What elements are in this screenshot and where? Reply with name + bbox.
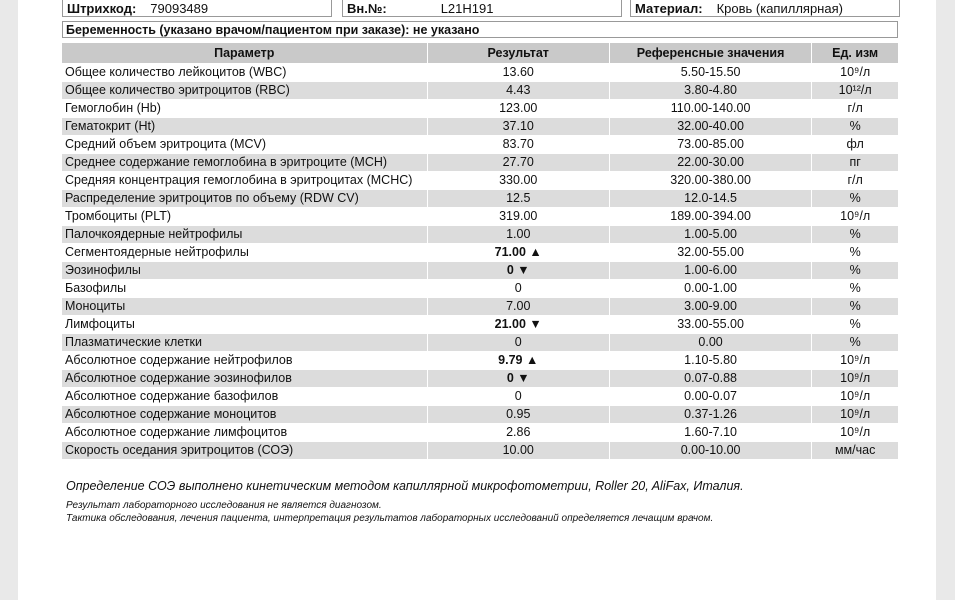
parameter-cell: Моноциты [62,298,427,315]
reference-cell: 0.07-0.88 [610,370,811,387]
table-row [62,352,898,369]
reference-cell: 73.00-85.00 [677,137,744,151]
parameter-cell: Скорость оседания эритроцитов (СОЭ) [62,442,427,459]
table-row [62,136,898,153]
result-cell: 21.00 ▼ [494,317,542,331]
reference-cell: 5.50-15.50 [680,65,741,79]
unit-cell: % [849,245,861,259]
parameter-cell: Абсолютное содержание лимфоцитов [65,425,288,439]
table-row [62,208,898,225]
parameter-cell: Общее количество эритроцитов (RBC) [62,82,427,99]
pregnancy-status: Беременность (указано врачом/пациентом при заказе): не указано [62,21,898,38]
unit-cell: 10⁹/л [840,65,871,79]
parameter-cell: Распределение эритроцитов по объему (RDW CV) [62,190,427,207]
result-cell: 0 ▼ [428,370,609,387]
reference-cell: 0.00-1.00 [684,281,737,295]
reference-cell: 22.00-30.00 [610,154,811,171]
unit-cell: 10⁹/л [840,209,871,223]
result-cell: 319.00 [499,209,538,223]
result-cell: 0 [428,334,609,351]
parameter-cell: Палочкоядерные нейтрофилы [62,226,427,243]
unit-cell: 10⁹/л [840,389,871,403]
table-row [62,280,898,297]
barcode-label: Штрихкод: [67,1,137,16]
parameter-cell: Абсолютное содержание базофилов [65,389,279,403]
parameter-cell: Сегментоядерные нейтрофилы [65,245,249,259]
material-cell [630,0,900,17]
unit-cell: г/л [847,101,863,115]
reference-cell: 3.80-4.80 [610,82,811,99]
result-cell: 0 [514,389,522,403]
table-row [62,190,898,207]
parameter-cell: Эозинофилы [62,262,427,279]
inner-number-cell [342,0,622,17]
inner-number-value: L21H191 [440,1,494,16]
table-row [62,82,898,99]
parameter-cell: Базофилы [65,281,127,295]
reference-cell: 0.00 [610,334,811,351]
result-cell: 10.00 [428,442,609,459]
result-cell: 71.00 ▲ [494,245,542,259]
table-row [62,334,898,351]
parameter-cell: Гематокрит (Ht) [62,118,427,135]
table-header-row [62,43,898,63]
disclaimer-tactics: Тактика обследования, лечения пациента, интерпретация результатов лабораторных исследований определяется лечащим врачом. [66,513,714,524]
table-row [62,64,898,81]
unit-cell: % [812,334,898,351]
table-row [62,424,898,441]
reference-cell: 0.00-0.07 [684,389,737,403]
reference-cell: 1.10-5.80 [684,353,737,367]
unit-cell: % [812,118,898,135]
unit-cell: % [812,262,898,279]
parameter-cell: Лимфоциты [65,317,135,331]
reference-cell: 0.37-1.26 [610,406,811,423]
table-row [62,442,898,459]
unit-cell: 10⁹/л [812,406,898,423]
table-row [62,100,898,117]
disclaimer-diagnosis: Результат лабораторного исследования не является диагнозом. [66,500,382,511]
parameter-cell: Общее количество лейкоцитов (WBC) [65,65,287,79]
inner-number-label: Вн.№: [347,1,387,16]
reference-cell: 32.00-55.00 [677,245,744,259]
result-cell: 12.5 [428,190,609,207]
reference-cell: 1.60-7.10 [684,425,737,439]
table-row [62,226,898,243]
barcode-cell [62,0,332,17]
reference-cell: 320.00-380.00 [670,173,751,187]
parameter-cell: Гемоглобин (Hb) [65,101,161,115]
material-value: Кровь (капиллярная) [716,1,843,16]
parameter-cell: Тромбоциты (PLT) [65,209,172,223]
result-cell: 83.70 [502,137,534,151]
unit-cell: г/л [847,173,863,187]
result-cell: 0 [514,281,522,295]
unit-cell: % [812,190,898,207]
reference-cell: 0.00-10.00 [610,442,811,459]
result-cell: 2.86 [506,425,531,439]
result-cell: 27.70 [428,154,609,171]
unit-cell: 10⁹/л [840,425,871,439]
result-cell: 0 ▼ [428,262,609,279]
reference-cell: 189.00-394.00 [670,209,751,223]
table-row [62,316,898,333]
result-cell: 123.00 [499,101,538,115]
results-table [61,42,899,460]
barcode-value: 79093489 [150,1,209,16]
reference-cell: 33.00-55.00 [677,317,744,331]
parameter-cell: Плазматические клетки [62,334,427,351]
reference-cell: 32.00-40.00 [610,118,811,135]
result-cell: 330.00 [499,173,538,187]
unit-cell: % [812,298,898,315]
unit-cell: фл [846,137,864,151]
unit-cell: 10⁹/л [840,353,871,367]
result-cell: 37.10 [428,118,609,135]
table-row [62,262,898,279]
result-cell: 0.95 [428,406,609,423]
table-row [62,118,898,135]
reference-cell: 1.00-6.00 [610,262,811,279]
unit-cell: мм/час [812,442,898,459]
unit-cell: пг [812,154,898,171]
column-header-unit: Ед. изм [812,43,898,63]
table-row [62,370,898,387]
unit-cell: 10⁹/л [812,370,898,387]
report-header [42,0,898,18]
unit-cell: 10¹²/л [812,82,898,99]
result-cell: 13.60 [502,65,534,79]
unit-cell: % [849,317,861,331]
reference-cell: 12.0-14.5 [610,190,811,207]
unit-cell: % [812,226,898,243]
parameter-cell: Абсолютное содержание моноцитов [62,406,427,423]
result-cell: 9.79 ▲ [498,353,539,367]
result-cell: 7.00 [428,298,609,315]
parameter-cell: Среднее содержание гемоглобина в эритроците (MCH) [62,154,427,171]
reference-cell: 3.00-9.00 [610,298,811,315]
table-row [62,172,898,189]
material-label: Материал: [635,1,703,16]
unit-cell: % [849,281,861,295]
table-row [62,406,898,423]
parameter-cell: Абсолютное содержание нейтрофилов [65,353,293,367]
parameter-cell: Средняя концентрация гемоглобина в эритроцитах (MCHC) [65,173,413,187]
reference-cell: 110.00-140.00 [670,101,751,115]
table-row [62,244,898,261]
result-cell: 4.43 [428,82,609,99]
column-header-reference: Референсные значения [610,43,811,63]
result-cell: 1.00 [428,226,609,243]
column-header-result: Результат [428,43,609,63]
table-row [62,154,898,171]
parameter-cell: Средний объем эритроцита (MCV) [65,137,267,151]
reference-cell: 1.00-5.00 [610,226,811,243]
table-row [62,298,898,315]
column-header-parameter: Параметр [62,43,427,63]
parameter-cell: Абсолютное содержание эозинофилов [62,370,427,387]
method-note: Определение СОЭ выполнено кинетическим методом капиллярной микрофотометрии, Roller 20, AliFax, Италия. [66,479,744,493]
table-row [62,388,898,405]
